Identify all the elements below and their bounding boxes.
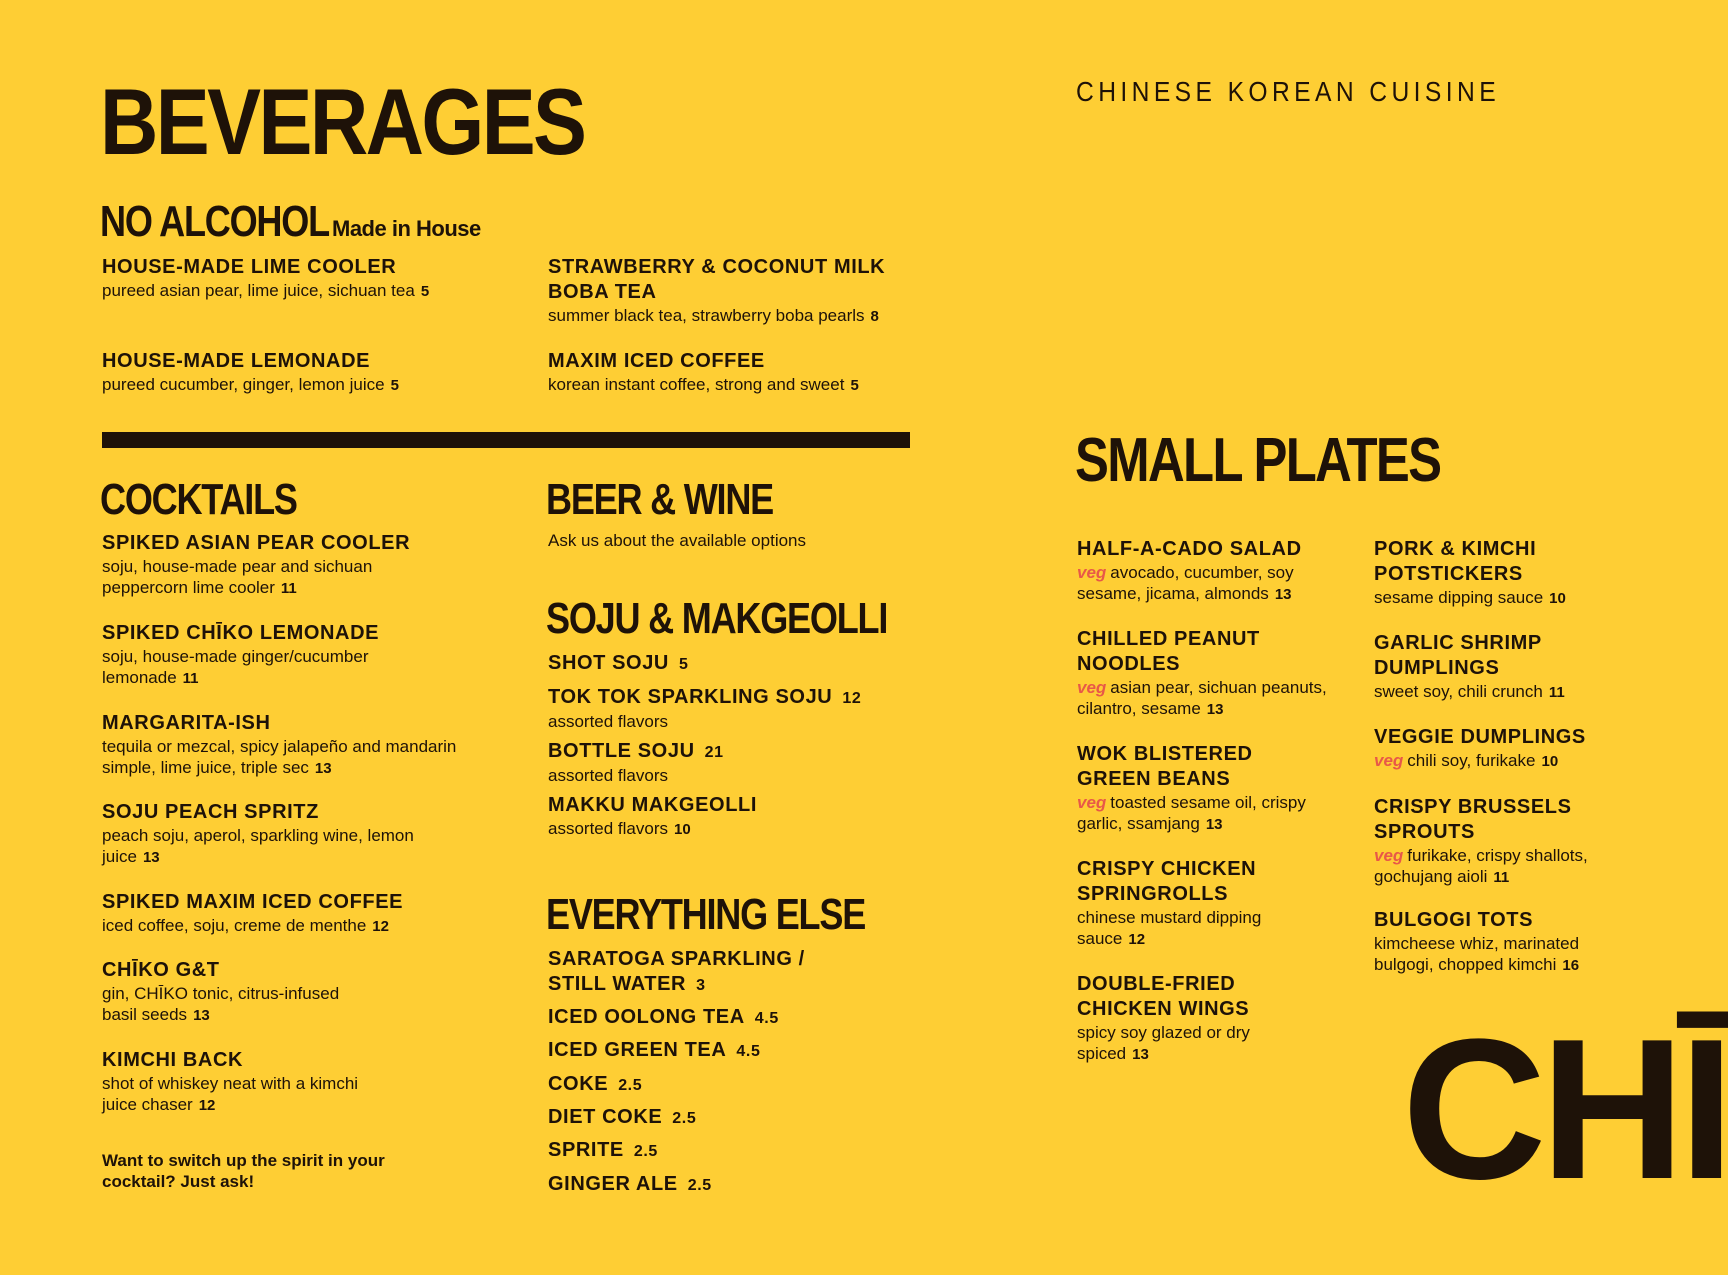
item-price: 13 [1274,586,1292,603]
item-price: 10 [1549,590,1566,607]
drink-item [548,1105,928,1131]
drink-item [548,1172,928,1198]
item-name: SPIKED ASIAN PEAR COOLER [102,532,411,554]
item-price: 16 [1562,957,1580,974]
plate-item [1077,627,1327,720]
item-name: ICED OOLONG TEA [548,1006,745,1028]
item-desc: kimcheese whiz, marinated bulgogi, chopped kimchi [1374,934,1580,974]
item-price: 2.5 [672,1110,697,1127]
item-price: 11 [280,580,297,597]
plate-item [1077,972,1307,1065]
item-desc: soju, house-made pear and sichuan peppercorn lime cooler [102,557,373,597]
plate-item [1374,537,1624,609]
item-price: 11 [1548,684,1565,701]
item-price: 12 [1128,931,1146,948]
item-price: 2.5 [687,1177,712,1194]
item-price: 3 [696,977,706,994]
item-price: 12 [372,918,389,935]
item-price: 8 [870,308,879,325]
beer-wine-title: BEER & WINE [546,475,774,524]
item-desc: asian pear, sichuan peanuts, cilantro, sesame [1077,678,1327,718]
plate-item [1077,537,1327,605]
beer-wine-note: Ask us about the available options [548,531,807,550]
item-name: KIMCHI BACK [102,1049,244,1071]
drink-item [548,1005,928,1031]
item-price: 4.5 [736,1043,761,1060]
soju-item [548,793,928,840]
item-price: 13 [1206,701,1224,718]
item-name: WOK BLISTERED GREEN BEANS [1077,743,1253,790]
plate-item [1374,795,1624,888]
item-price: 12 [198,1097,216,1114]
no-alcohol-item [548,255,908,327]
item-price: 21 [704,744,724,761]
soju-item [548,685,928,732]
small-plates-title: SMALL PLATES [1075,426,1441,495]
item-desc: assorted flavors [548,819,668,838]
item-name: CHILLED PEANUT NOODLES [1077,628,1260,675]
cocktail-item [102,958,372,1026]
item-desc: chinese mustard dipping sauce [1077,908,1262,948]
item-price: 5 [850,377,859,394]
item-desc: shot of whiskey neat with a kimchi juice chaser [102,1074,359,1114]
item-name: TOK TOK SPARKLING SOJU [548,686,833,708]
item-name: VEGGIE DUMPLINGS [1374,726,1586,748]
plate-item [1374,908,1624,976]
item-name: GARLIC SHRIMP DUMPLINGS [1374,632,1542,679]
item-price: 13 [1205,816,1223,833]
item-price: 5 [420,283,430,300]
page-title: BEVERAGES [100,69,585,174]
item-desc: tequila or mezcal, spicy jalapeño and mandarin simple, lime juice, triple sec [102,737,457,777]
soju-item [548,651,928,677]
item-desc: chili soy, furikake [1407,751,1536,770]
no-alcohol-item [102,255,522,302]
item-desc: sweet soy, chili crunch [1374,682,1543,701]
everything-else-title: EVERYTHING ELSE [546,890,866,939]
item-name: HOUSE-MADE LEMONADE [102,350,371,372]
item-desc: iced coffee, soju, creme de menthe [102,916,367,935]
item-desc: furikake, crispy shallots, gochujang aioli [1374,846,1588,886]
item-desc: sesame dipping sauce [1374,588,1544,607]
item-name: CRISPY BRUSSELS SPROUTS [1374,796,1572,843]
item-price: 2.5 [618,1077,643,1094]
item-name: CHĪKO G&T [102,959,220,981]
no-alcohol-title: NO ALCOHOL [100,197,329,246]
item-name: ICED GREEN TEA [548,1039,727,1061]
no-alcohol-heading [100,197,481,246]
item-name: SPIKED CHĪKO LEMONADE [102,622,380,644]
item-desc: summer black tea, strawberry boba pearls [548,306,865,325]
item-desc: avocado, cucumber, soy sesame, jicama, almonds [1077,563,1294,603]
item-name: SPRITE [548,1139,624,1161]
item-desc: korean instant coffee, strong and sweet [548,375,845,394]
item-desc: toasted sesame oil, crispy garlic, ssamjang [1077,793,1306,833]
no-alcohol-note: Made in House [332,216,481,241]
veg-label: veg [1077,563,1107,582]
item-price: 2.5 [633,1143,658,1160]
item-price: 11 [1493,869,1510,886]
cocktail-item [102,711,462,779]
item-desc: pureed asian pear, lime juice, sichuan tea [102,281,415,300]
item-name: MAXIM ICED COFFEE [548,350,765,372]
brand-logo [1402,998,1728,1221]
item-name: DIET COKE [548,1106,663,1128]
cocktail-item [102,800,462,868]
plate-item [1077,742,1327,835]
item-name: SOJU PEACH SPRITZ [102,801,319,823]
drink-item [548,947,838,998]
veg-label: veg [1077,793,1107,812]
item-price: 13 [314,760,332,777]
item-name: MARGARITA-ISH [102,712,271,734]
veg-label: veg [1077,678,1107,697]
item-name: GINGER ALE [548,1173,678,1195]
cocktail-item [102,621,462,689]
cocktails-title: COCKTAILS [100,475,297,524]
item-name: BULGOGI TOTS [1374,909,1534,931]
item-desc: pureed cucumber, ginger, lemon juice [102,375,385,394]
drink-item [548,1072,928,1098]
plate-item [1374,725,1634,772]
no-alcohol-item [548,349,908,396]
item-desc: peach soju, aperol, sparkling wine, lemon juice [102,826,414,866]
item-name: DOUBLE-FRIED CHICKEN WINGS [1077,973,1250,1020]
item-price: 5 [678,656,689,673]
veg-label: veg [1374,846,1404,865]
item-price: 4.5 [754,1010,779,1027]
item-name: COKE [548,1073,609,1095]
item-price: 11 [182,670,199,687]
plate-item [1374,631,1624,703]
item-price: 13 [193,1007,210,1024]
item-desc: spicy soy glazed or dry spiced [1077,1023,1250,1063]
item-desc: gin, CHĪKO tonic, citrus-infused basil seeds [102,984,340,1024]
cocktails-footnote: Want to switch up the spirit in your cocktail? Just ask! [102,1151,385,1191]
item-name: SHOT SOJU [548,652,669,674]
item-name: CRISPY CHICKEN SPRINGROLLS [1077,858,1257,905]
cocktail-item [102,1048,392,1116]
item-name: HOUSE-MADE LIME COOLER [102,256,397,278]
drink-item [548,1038,928,1064]
item-price: 13 [1132,1046,1149,1063]
tagline: CHINESE KOREAN CUISINE [1076,76,1501,107]
item-name: SARATOGA SPARKLING / STILL WATER [548,948,805,995]
drink-item [548,1138,928,1164]
item-name: PORK & KIMCHI POTSTICKERS [1374,538,1537,585]
veg-label: veg [1374,751,1404,770]
soju-title: SOJU & MAKGEOLLI [546,594,888,643]
item-desc: assorted flavors [548,712,668,731]
cocktail-item [102,531,462,599]
item-name: SPIKED MAXIM ICED COFFEE [102,891,404,913]
item-desc: soju, house-made ginger/cucumber lemonade [102,647,369,687]
item-desc: assorted flavors [548,766,668,785]
item-price: 5 [390,377,399,394]
section-divider [102,432,910,448]
brand-logo-text: CHĪ [1402,998,1728,1221]
item-name: BOTTLE SOJU [548,740,695,762]
plate-item [1077,857,1307,950]
soju-item [548,739,928,786]
item-price: 12 [842,690,862,707]
item-price: 13 [142,849,160,866]
item-name: MAKKU MAKGEOLLI [548,794,757,816]
no-alcohol-item [102,349,522,396]
item-name: HALF-A-CADO SALAD [1077,538,1302,560]
item-name: STRAWBERRY & COCONUT MILK BOBA TEA [548,256,886,303]
item-price: 10 [674,821,691,838]
item-price: 10 [1541,753,1559,770]
cocktail-item [102,890,482,937]
